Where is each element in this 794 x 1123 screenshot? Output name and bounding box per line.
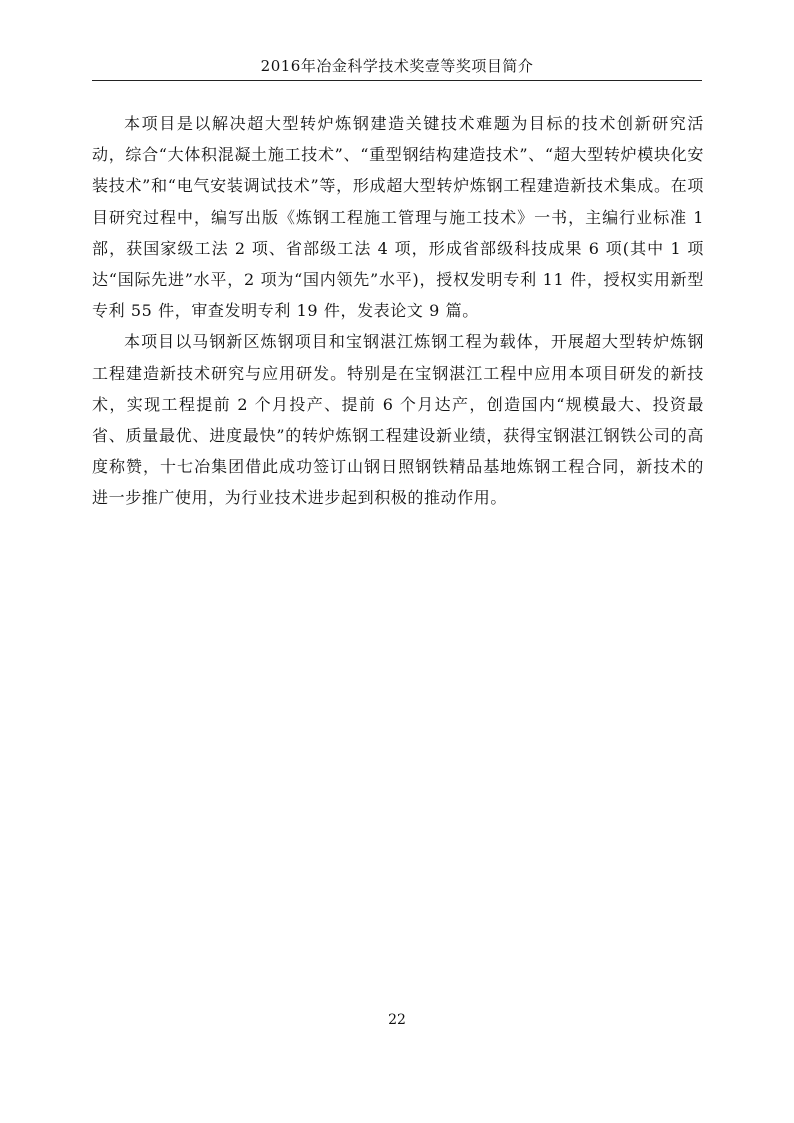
header-divider [92,80,702,81]
page-header-title: 2016年冶金科学技术奖壹等奖项目简介 [260,57,534,75]
paragraph-1: 本项目是以解决超大型转炉炼钢建造关键技术难题为目标的技术创新研究活动，综合“大体积混凝土施工技术”、“重型钢结构建造技术”、“超大型转炉模块化安装技术”和“电气安装调试技术”等，形成超大型转炉炼钢工程建造新技术集成。在项目研究过程中，编写出版《炼钢工程施工管理与施工技术》一书，主编行业标准 1部，获国家级工法 2 项、省部级工法 4 项，形成省部级科技成果 6 项(其中 1 项达“国际先进”水平，2 项为“国内领先”水平)，授权发明专利 11 件，授权实用新型专利 55 件，审查发明专利 19 件，发表论文 9 篇。 [92,114,704,321]
page-number: 22 [388,1012,406,1028]
body-text [92,108,704,514]
paragraph-2: 本项目以马钢新区炼钢项目和宝钢湛江炼钢工程为载体，开展超大型转炉炼钢工程建造新技术研究与应用研发。特别是在宝钢湛江工程中应用本项目研发的新技术，实现工程提前 2 个月投产、提前 6 个月达产，创造国内“规模最大、投资最省、质量最优、进度最快”的转炉炼钢工程建设新业绩，获得宝钢湛江钢铁公司的高度称赞，十七冶集团借此成功签订山钢日照钢铁精品基地炼钢工程合同，新技术的进一步推广使用，为行业技术进步起到积极的推动作用。 [92,332,704,508]
